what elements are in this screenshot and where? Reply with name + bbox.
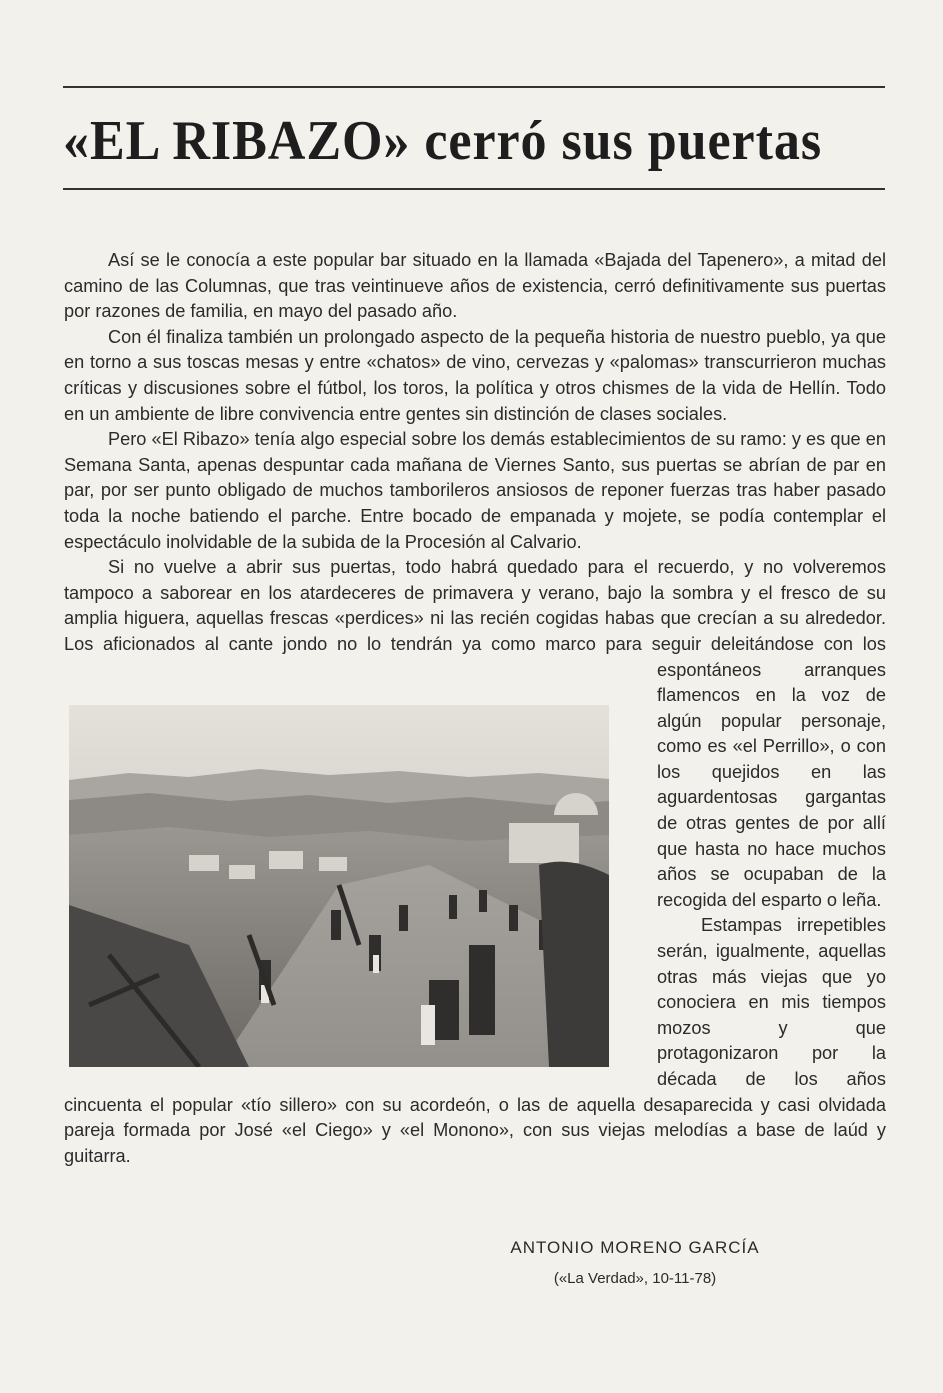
article-title: «EL RIBAZO» cerró sus puertas — [63, 110, 823, 172]
title-rule-top — [63, 86, 885, 88]
paragraph-3: Pero «El Ribazo» tenía algo especial sobre los demás establecimientos de su ramo: y es que en Semana Santa, apenas despuntar cada mañana de Viernes Santo, sus puertas se abrían de par en par, por ser punto obligado de muchos tamborileros ansiosos de reponer fuerzas tras haber pasado toda la noche batiendo el parche. Entre bocado de empanada y mojete, se podía contemplar el espectáculo inolvidable de la subida de la Procesión al Calvario. — [64, 429, 886, 552]
title-rule-bottom — [63, 188, 885, 190]
procession-photo — [69, 705, 609, 1067]
paragraph-4: Si no vuelve a abrir sus puertas, todo habrá quedado para el recuerdo, y no volveremos tampoco a saborear en los atardeceres de primavera y verano, bajo la sombra y el fresco de su amplia higuera, aquellas frescas «perdices» ni las recién cogidas habas que crecían a su alrededor. Los aficionados al cante jondo no lo tendrán ya como marco para seguir deleitándose con los espontáneos arranques flamencos en la voz de algún popular personaje, como es «el Perrillo», o con los quejidos en las aguardentosas gargantas de otras gentes de por allí que hasta no hace muchos años se ocupaban de la recogida del esparto o leña. — [64, 557, 886, 910]
source-citation: («La Verdad», 10-11-78) — [553, 1270, 717, 1287]
paragraph-2: Con él finaliza también un prolongado aspecto de la pequeña historia de nuestro pueblo, ya que en torno a sus toscas mesas y entre «chatos» de vino, cervezas y «palomas» transcurrieron muchas críticas y discusiones sobre el fútbol, los toros, la política y otros chismes de la vida de Hellín. Todo en un ambiente de libre convivencia entre gentes sin distinción de clases sociales. — [64, 326, 886, 424]
author-signature: ANTONIO MORENO GARCÍA — [510, 1238, 760, 1257]
article-body — [64, 248, 886, 1169]
paragraph-5: Estampas irrepetibles serán, igualmente, aquellas otras más viejas que yo conociera en mis tiempos mozos y que protagonizaron por la década de los años cincuenta el popular «tío sillero» con su acordeón, o las de aquella desaparecida y casi olvidada pareja formada por José «el Ciego» y «el Monono», con sus viejas melodías a base de laúd y guitarra. — [64, 915, 886, 1166]
procession-photo-icon — [69, 705, 609, 1067]
paragraph-1: Así se le conocía a este popular bar situado en la llamada «Bajada del Tapenero», a mitad del camino de las Columnas, que tras veintinueve años de existencia, cerró definitivamente sus puertas por razones de familia, en mayo del pasado año. — [64, 250, 886, 322]
